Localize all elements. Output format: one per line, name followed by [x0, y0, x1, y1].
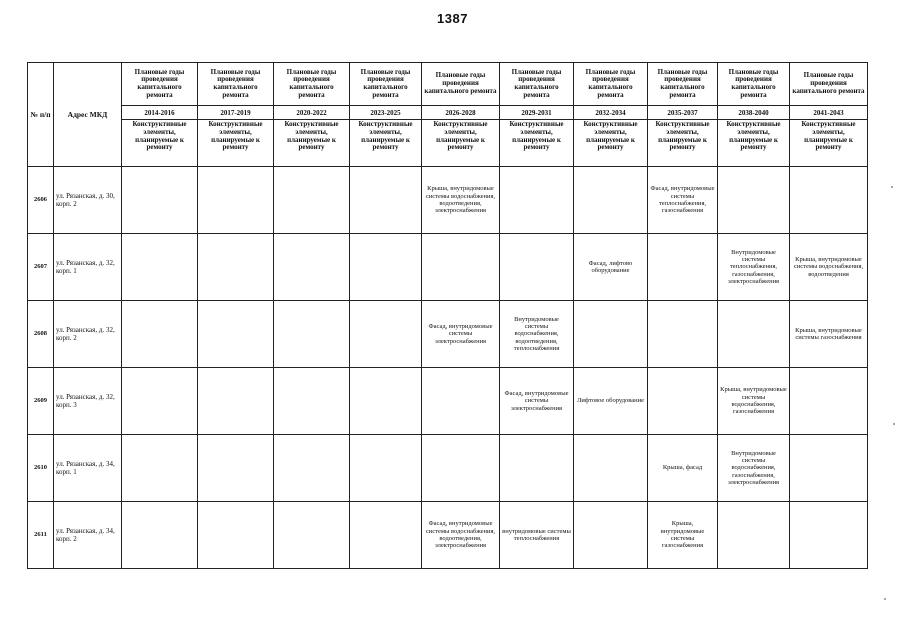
repair-cell: Крыша, внутридомовые системы газоснабжения	[790, 301, 868, 368]
repair-cell	[274, 435, 350, 502]
repair-cell	[790, 435, 868, 502]
header-period-years: 2017-2019	[198, 106, 274, 120]
header-row-number: № п/п	[28, 63, 54, 167]
repair-cell	[350, 368, 422, 435]
header-period-title: Плановые годы проведения капитального ремонта	[422, 63, 500, 106]
row-number: 2610	[28, 435, 54, 502]
header-period-years: 2032-2034	[574, 106, 648, 120]
header-period-title: Плановые годы проведения капитального ремонта	[648, 63, 718, 106]
repair-cell	[198, 167, 274, 234]
repair-cell	[274, 502, 350, 569]
header-elements-title: Конструктивные элементы, планируемые к ремонту	[574, 120, 648, 167]
header-period-title: Плановые годы проведения капитального ремонта	[274, 63, 350, 106]
repair-cell	[274, 234, 350, 301]
table-row	[28, 301, 868, 368]
table-row	[28, 234, 868, 301]
repair-cell	[274, 368, 350, 435]
repair-cell	[350, 167, 422, 234]
header-elements-title: Конструктивные элементы, планируемые к ремонту	[718, 120, 790, 167]
repair-cell	[422, 368, 500, 435]
row-address: ул. Рязанская, д. 32, корп. 2	[54, 301, 122, 368]
repair-cell	[122, 234, 198, 301]
repair-cell	[500, 234, 574, 301]
repair-cell	[350, 234, 422, 301]
row-number: 2609	[28, 368, 54, 435]
repair-cell	[350, 435, 422, 502]
repair-cell	[648, 234, 718, 301]
table-row	[28, 167, 868, 234]
repair-cell	[790, 167, 868, 234]
row-number: 2611	[28, 502, 54, 569]
repair-cell	[500, 435, 574, 502]
repair-cell	[122, 502, 198, 569]
repair-cell: Внутридомовые системы водоснабжения, водоотведения, теплоснабжения	[500, 301, 574, 368]
header-period-title: Плановые годы проведения капитального ремонта	[790, 63, 868, 106]
repair-cell	[350, 502, 422, 569]
row-number: 2607	[28, 234, 54, 301]
repair-cell	[198, 502, 274, 569]
repair-cell: Фасад, внутридомовые системы теплоснабжения, газоснабжения	[648, 167, 718, 234]
header-period-title: Плановые годы проведения капитального ремонта	[122, 63, 198, 106]
header-period-title: Плановые годы проведения капитального ремонта	[350, 63, 422, 106]
repair-cell	[422, 435, 500, 502]
repair-cell	[718, 301, 790, 368]
row-address: ул. Рязанская, д. 34, корп. 2	[54, 502, 122, 569]
repair-cell	[574, 301, 648, 368]
repair-cell	[122, 368, 198, 435]
scan-speck	[891, 186, 893, 188]
header-period-title: Плановые годы проведения капитального ремонта	[500, 63, 574, 106]
header-period-years: 2041-2043	[790, 106, 868, 120]
scan-speck	[893, 423, 895, 425]
repair-cell: Крыша, фасад	[648, 435, 718, 502]
repair-cell	[648, 301, 718, 368]
header-period-title: Плановые годы проведения капитального ремонта	[198, 63, 274, 106]
page-number: 1387	[437, 11, 468, 26]
row-address: ул. Рязанская, д. 34, корп. 1	[54, 435, 122, 502]
repair-cell	[198, 435, 274, 502]
repair-cell	[198, 368, 274, 435]
repair-cell	[574, 502, 648, 569]
repair-cell: Фасад, внутридомовые системы электроснабжения	[422, 301, 500, 368]
row-address: ул. Рязанская, д. 32, корп. 3	[54, 368, 122, 435]
header-address: Адрес МКД	[54, 63, 122, 167]
header-elements-title: Конструктивные элементы, планируемые к ремонту	[422, 120, 500, 167]
repair-cell: Крыша, внутридомовые системы водоснабжения, водоотведения	[790, 234, 868, 301]
header-elements-title: Конструктивные элементы, планируемые к ремонту	[274, 120, 350, 167]
table-row	[28, 502, 868, 569]
repair-cell: Фасад, лифтово оборудование	[574, 234, 648, 301]
repair-cell	[500, 167, 574, 234]
repair-cell	[198, 234, 274, 301]
repair-cell: Фасад, внутридомовые системы электроснабжения	[500, 368, 574, 435]
row-number: 2608	[28, 301, 54, 368]
header-period-years: 2038-2040	[718, 106, 790, 120]
header-period-title: Плановые годы проведения капитального ремонта	[718, 63, 790, 106]
repair-cell	[574, 167, 648, 234]
repair-cell	[790, 368, 868, 435]
repair-cell: Внутридомовые системы водоснабжения, газоснабжения, электроснабжения	[718, 435, 790, 502]
table-row	[28, 368, 868, 435]
repair-cell	[122, 435, 198, 502]
header-period-years: 2020-2022	[274, 106, 350, 120]
header-elements-title: Конструктивные элементы, планируемые к ремонту	[122, 120, 198, 167]
repair-cell	[648, 368, 718, 435]
table-row	[28, 435, 868, 502]
row-number: 2606	[28, 167, 54, 234]
header-period-years: 2029-2031	[500, 106, 574, 120]
header-period-years: 2014-2016	[122, 106, 198, 120]
repair-cell: Крыша, внутридомовые системы водоснабжения, газоснабжения	[718, 368, 790, 435]
repair-cell	[422, 234, 500, 301]
repair-cell: Фасад, внутридомовые системы водоснабжения, водоотведения, электроснабжения	[422, 502, 500, 569]
repair-cell: внутридомовые системы теплоснабжения	[500, 502, 574, 569]
repair-cell	[790, 502, 868, 569]
header-elements-title: Конструктивные элементы, планируемые к ремонту	[198, 120, 274, 167]
repair-cell: Крыша, внутридомовые системы водоснабжения, водоотведения, электроснабжения	[422, 167, 500, 234]
repair-cell	[718, 502, 790, 569]
repair-cell	[122, 167, 198, 234]
repair-cell	[122, 301, 198, 368]
header-elements-title: Конструктивные элементы, планируемые к ремонту	[648, 120, 718, 167]
repair-cell	[274, 167, 350, 234]
capital-repair-table	[27, 62, 868, 569]
header-period-years: 2026-2028	[422, 106, 500, 120]
repair-cell	[350, 301, 422, 368]
repair-cell	[198, 301, 274, 368]
repair-cell	[718, 167, 790, 234]
header-period-title: Плановые годы проведения капитального ремонта	[574, 63, 648, 106]
header-period-years: 2035-2037	[648, 106, 718, 120]
repair-cell: Внутридомовые системы теплоснабжения, газоснабжения, электроснабжения	[718, 234, 790, 301]
repair-cell	[574, 435, 648, 502]
scan-speck	[884, 598, 886, 600]
header-elements-title: Конструктивные элементы, планируемые к ремонту	[790, 120, 868, 167]
header-period-years: 2023-2025	[350, 106, 422, 120]
header-elements-title: Конструктивные элементы, планируемые к ремонту	[500, 120, 574, 167]
row-address: ул. Рязанская, д. 32, корп. 1	[54, 234, 122, 301]
repair-cell: Крыша, внутридомовые системы газоснабжения	[648, 502, 718, 569]
row-address: ул. Рязанская, д. 30, корп. 2	[54, 167, 122, 234]
repair-cell: Лифтовое оборудование	[574, 368, 648, 435]
repair-cell	[274, 301, 350, 368]
header-elements-title: Конструктивные элементы, планируемые к ремонту	[350, 120, 422, 167]
